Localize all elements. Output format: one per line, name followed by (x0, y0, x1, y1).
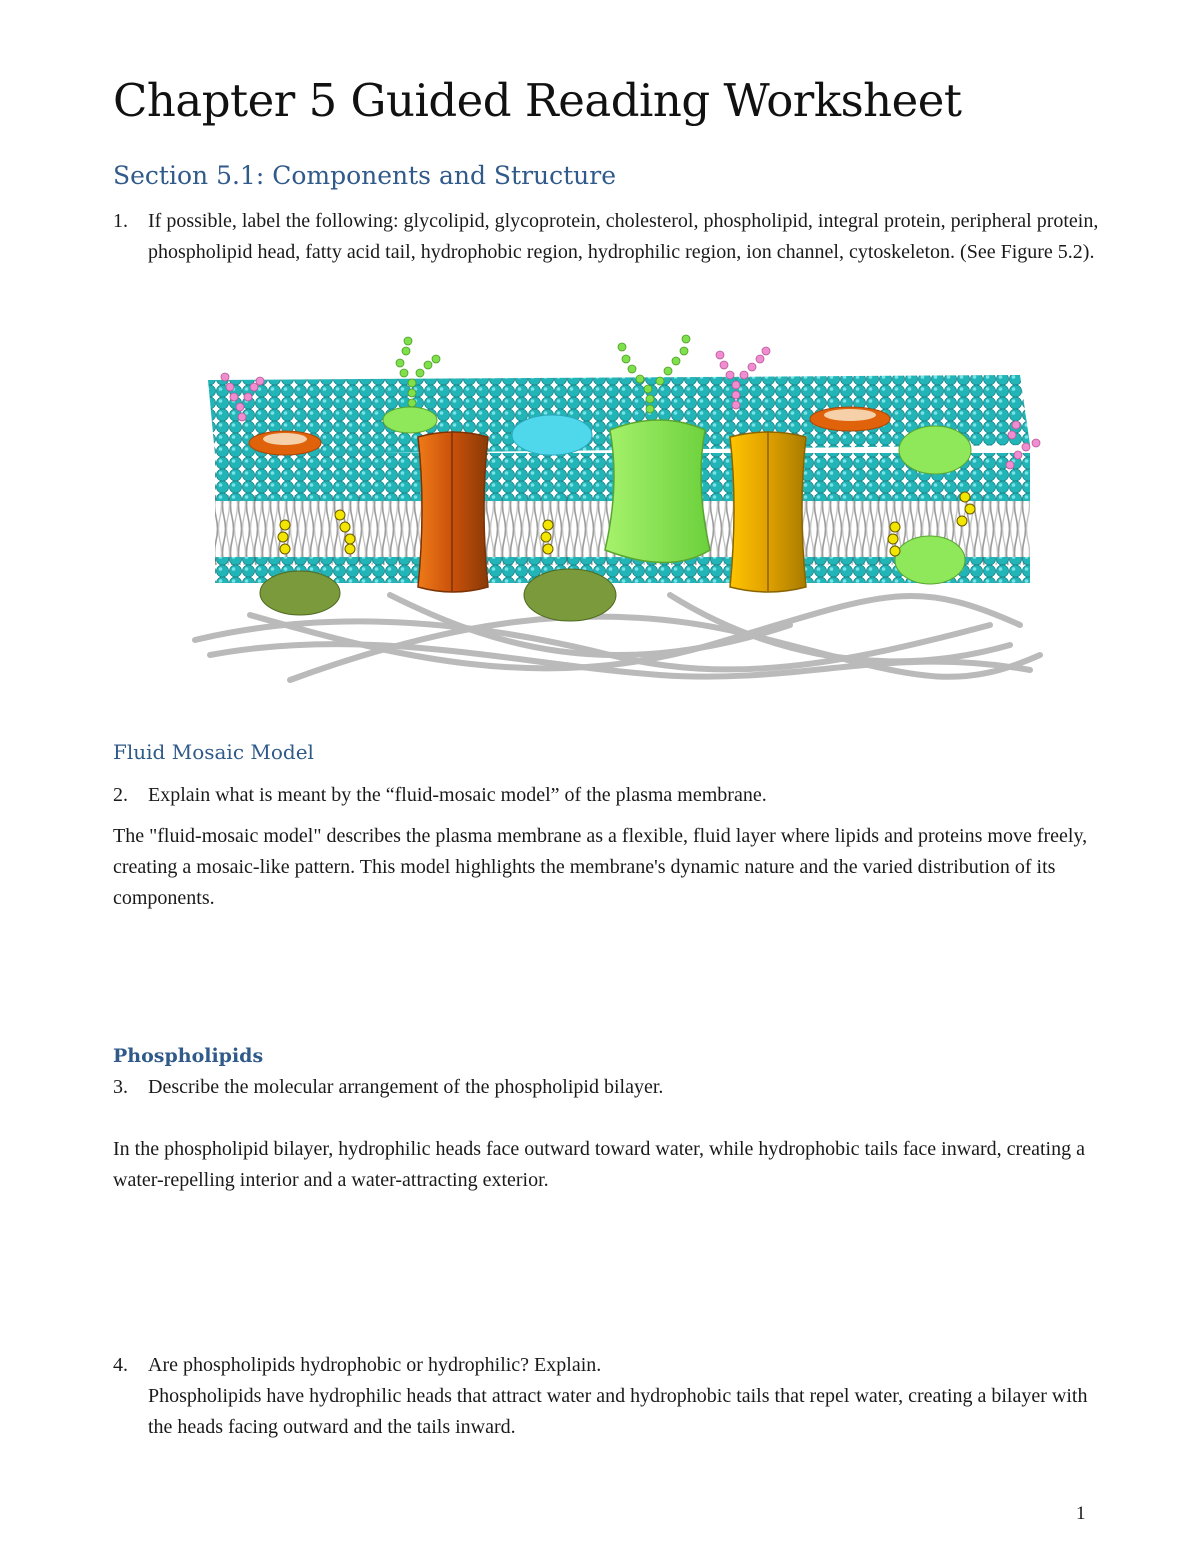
page-number: 1 (1076, 1503, 1086, 1524)
fluid-mosaic-heading: Fluid Mosaic Model (113, 740, 314, 764)
glycoprotein (383, 407, 437, 433)
question-text: If possible, label the following: glycolipid, glycoprotein, cholesterol, phospholipid, integral protein, peripheral protein, phospholipid head, fatty acid tail, hydrophobic region, hydrophilic region, ion channel, cytoskeleton. (See Figure 5.2). (148, 210, 1099, 263)
question-number: 1. (113, 210, 128, 232)
question-4 (113, 1350, 1103, 1381)
integral-protein (899, 426, 971, 474)
question-3 (113, 1072, 1103, 1103)
peripheral-protein (260, 571, 340, 615)
page-title: Chapter 5 Guided Reading Worksheet (113, 74, 962, 127)
question-text: Are phospholipids hydrophobic or hydrophilic? Explain. (148, 1354, 602, 1376)
ion-channel (824, 409, 876, 421)
question-1 (113, 206, 1103, 268)
question-number: 4. (113, 1354, 128, 1376)
question-2 (113, 780, 1103, 811)
integral-protein (512, 415, 592, 455)
integral-protein (605, 420, 710, 563)
peripheral-protein (524, 569, 616, 621)
question-text: Explain what is meant by the “fluid-mosaic model” of the plasma membrane. (148, 784, 767, 806)
ion-channel (730, 431, 806, 592)
plasma-membrane-figure (190, 325, 1050, 705)
ion-channel (418, 431, 488, 592)
answer-3: In the phospholipid bilayer, hydrophilic heads face outward toward water, while hydrophobic tails face inward, creating a water-repelling interior and a water-attracting exterior. (113, 1138, 1085, 1191)
ion-channel (263, 433, 307, 445)
peripheral-protein (895, 536, 965, 584)
question-number: 2. (113, 784, 128, 806)
question-text: Describe the molecular arrangement of the phospholipid bilayer. (148, 1076, 664, 1098)
question-number: 3. (113, 1076, 128, 1098)
section-heading: Section 5.1: Components and Structure (113, 161, 617, 190)
phospholipids-heading: Phospholipids (113, 1045, 264, 1067)
answer-4: Phospholipids have hydrophilic heads that attract water and hydrophobic tails that repel water, creating a bilayer with the heads facing outward and the tails inward. (148, 1385, 1088, 1438)
answer-2: The "fluid-mosaic model" describes the plasma membrane as a flexible, fluid layer where lipids and proteins move freely, creating a mosaic-like pattern. This model highlights the membrane's dynamic nature and the varied distribution of its components. (113, 825, 1088, 909)
